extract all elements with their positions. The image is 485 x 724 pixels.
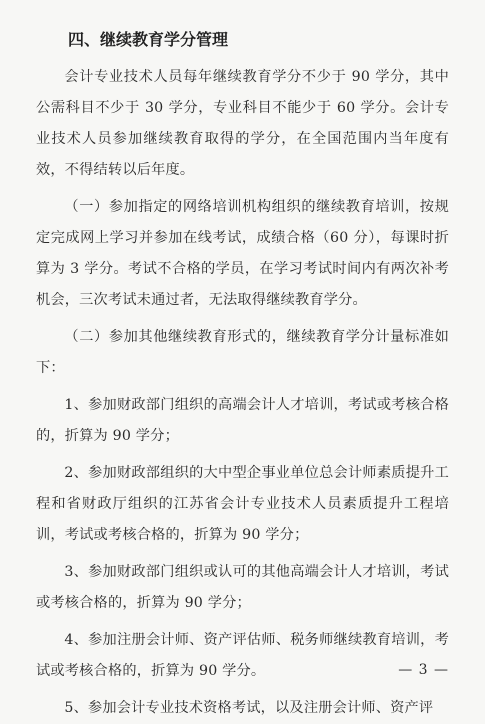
list-item-4: 4、参加注册会计师、资产评估师、税务师继续教育培训，考试或考核合格的，折算为 90 学分。 — [36, 632, 449, 679]
section-heading: 四、继续教育学分管理 — [68, 30, 229, 49]
paragraph-credit-requirement: 会计专业技术人员每年继续教育学分不少于 90 学分，其中公需科目不少于 30 学分，专业科目不能少于 60 学分。会计专业技术人员参加继续教育取得的学分，在全国范围内当年度有效，不得结转以后年度。 — [36, 69, 449, 178]
paragraph-other-forms: （二）参加其他继续教育形式的，继续教育学分计量标准如下： — [36, 329, 449, 376]
list-item-3: 3、参加财政部门组织或认可的其他高端会计人才培训，考试或考核合格的，折算为 90 学分； — [36, 564, 449, 611]
list-item-2: 2、参加财政部组织的大中型企事业单位总会计师素质提升工程和省财政厅组织的江苏省会计专业技术人员素质提升工程培训，考试或考核合格的，折算为 90 学分； — [36, 465, 449, 543]
page-number: — 3 — — [398, 662, 449, 678]
list-item-5: 5、参加会计专业技术资格考试，以及注册会计师、资产评 — [64, 700, 434, 716]
list-item-1: 1、参加财政部门组织的高端会计人才培训，考试或考核合格的，折算为 90 学分； — [36, 397, 449, 444]
paragraph-online-training: （一）参加指定的网络培训机构组织的继续教育培训，按规定完成网上学习并参加在线考试，成绩合格（60 分），每课时折算为 3 学分。考试不合格的学员，在学习考试时间内有两次补考机会，三次考试未通过者，无法取得继续教育学分。 — [36, 199, 449, 308]
